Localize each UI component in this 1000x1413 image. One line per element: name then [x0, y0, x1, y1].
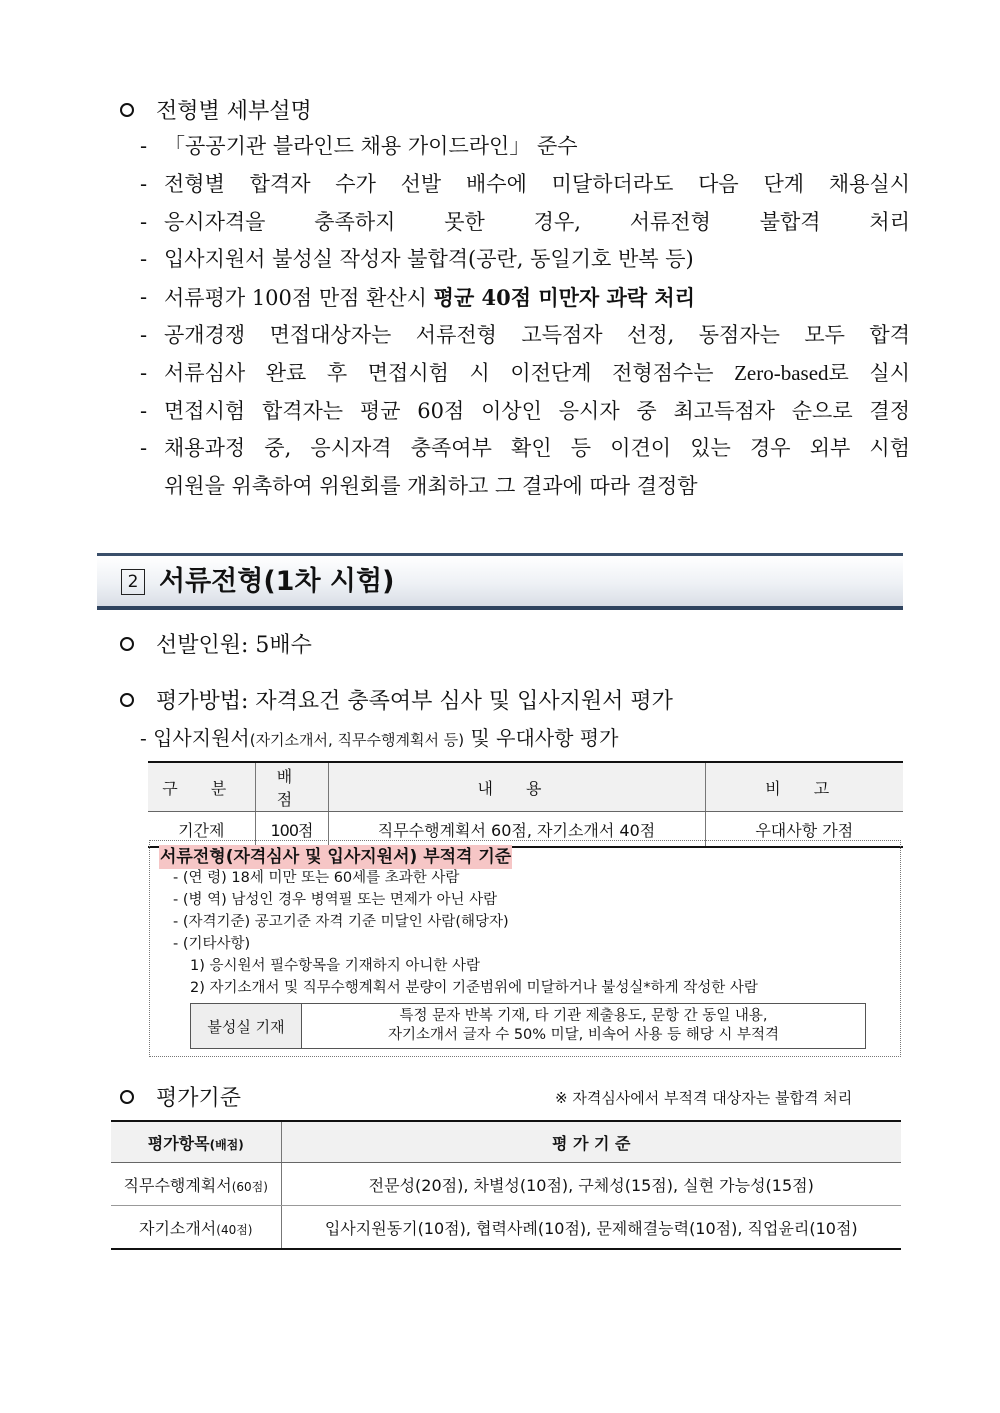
overview-bullet-list	[140, 128, 910, 506]
criteria-subline: 1) 응시원서 필수항목을 기재하지 아니한 사람	[190, 958, 481, 974]
table-cell: 자기소개서(40점)	[111, 1206, 281, 1250]
list-item: - 서류심사 완료 후 면접시험 시 이전단계 전형점수는 Zero-based로 실시	[140, 360, 910, 385]
table-row	[111, 1163, 901, 1206]
table-cell: 입사지원동기(10점), 협력사례(10점), 문제해결능력(10점), 직업윤리(10점)	[281, 1206, 901, 1250]
disqualification-title: 서류전형(자격심사 및 입사지원서) 부적격 기준	[160, 847, 512, 867]
table-cell: 100점	[255, 812, 328, 848]
insincere-entry-box	[190, 1003, 866, 1049]
circle-bullet-icon	[120, 637, 134, 651]
table-header-row	[148, 762, 903, 812]
list-item: - 응시자격을 충족하지 못한 경우, 서류전형 불합격 처리	[140, 209, 910, 234]
criteria-note: ※ 자격심사에서 부적격 대상자는 불합격 처리	[555, 1089, 853, 1107]
selection-heading: 선발인원: 5배수	[120, 628, 312, 659]
list-item: - 채용과정 중, 응시자격 충족여부 확인 등 이견이 있는 경우 외부 시험	[140, 436, 910, 461]
list-item: - 면접시험 합격자는 평균 60점 이상인 응시자 중 최고득점자 순으로 결정	[140, 398, 910, 423]
table-header-cell: 구 분	[148, 762, 255, 812]
section2-title: 서류전형(1차 시험)	[159, 566, 395, 597]
table-row	[111, 1206, 901, 1250]
table-cell: 우대사항 가점	[705, 812, 903, 848]
disqualification-box	[149, 840, 901, 1057]
section2-banner	[97, 553, 903, 611]
criteria-subline: 2) 자기소개서 및 직무수행계획서 분량이 기준범위에 미달하거나 불성실*하게 작성한 사람	[190, 980, 758, 996]
method-heading: 평가방법: 자격요건 충족여부 심사 및 입사지원서 평가	[120, 684, 673, 715]
table-header-cell: 비 고	[705, 762, 903, 812]
list-item: - 공개경쟁 면접대상자는 서류전형 고득점자 선정, 동점자는 모두 합격	[140, 322, 910, 347]
method-subline: - 입사지원서(자기소개서, 직무수행계획서 등) 및 우대사항 평가	[140, 726, 619, 750]
circle-bullet-icon	[120, 1090, 134, 1104]
list-item: - 전형별 합격자 수가 선발 배수에 미달하더라도 다음 단계 채용실시	[140, 171, 910, 196]
section-heading-overview	[120, 94, 312, 125]
insincere-entry-text: 특정 문자 반복 기재, 타 기관 제출용도, 문항 간 동일 내용, 자기소개서 글자 수 50% 미달, 비속어 사용 등 해당 시 부적격	[387, 1008, 780, 1043]
table-header-cell: 평 가 기 준	[281, 1121, 901, 1163]
list-item: - 서류평가 100점 만점 환산시 평균 40점 미만자 과락 처리	[140, 285, 695, 311]
criteria-heading: 평가기준	[120, 1081, 241, 1112]
circle-bullet-icon	[120, 693, 134, 707]
list-item: - 「공공기관 블라인드 채용 가이드라인」 준수	[140, 134, 578, 158]
list-item: - 입사지원서 불성실 작성자 불합격(공란, 동일기호 반복 등)	[140, 247, 694, 272]
table-cell: 기간제	[148, 812, 255, 848]
criteria-line: - (연 령) 18세 미만 또는 60세를 초과한 사람	[173, 870, 460, 886]
list-item-continuation: 위원을 위촉하여 위원회를 개최하고 그 결과에 따라 결정함	[164, 474, 698, 499]
criteria-line: - (기타사항)	[173, 936, 251, 952]
criteria-line: - (자격기준) 공고기준 자격 기준 미달인 사람(해당자)	[173, 914, 509, 930]
table-header-cell: 배 점	[255, 762, 328, 812]
table-cell: 전문성(20점), 차별성(10점), 구체성(15점), 실현 가능성(15점)	[281, 1163, 901, 1206]
table-header-row	[111, 1121, 901, 1163]
table-cell: 직무수행계획서 60점, 자기소개서 40점	[328, 812, 705, 848]
circle-bullet-icon	[120, 103, 134, 117]
overview-heading-text: 전형별 세부설명	[156, 99, 312, 124]
table-header-cell: 내 용	[328, 762, 705, 812]
criteria-table	[111, 1120, 901, 1250]
insincere-entry-label: 불성실 기재	[191, 1004, 302, 1048]
table-header-cell: 평가항목(배점)	[111, 1121, 281, 1163]
criteria-line: - (병 역) 남성인 경우 병역필 또는 면제가 아닌 사람	[173, 892, 498, 908]
section-number-box: 2	[121, 569, 145, 595]
table-cell: 직무수행계획서(60점)	[111, 1163, 281, 1206]
score-table	[148, 761, 903, 848]
